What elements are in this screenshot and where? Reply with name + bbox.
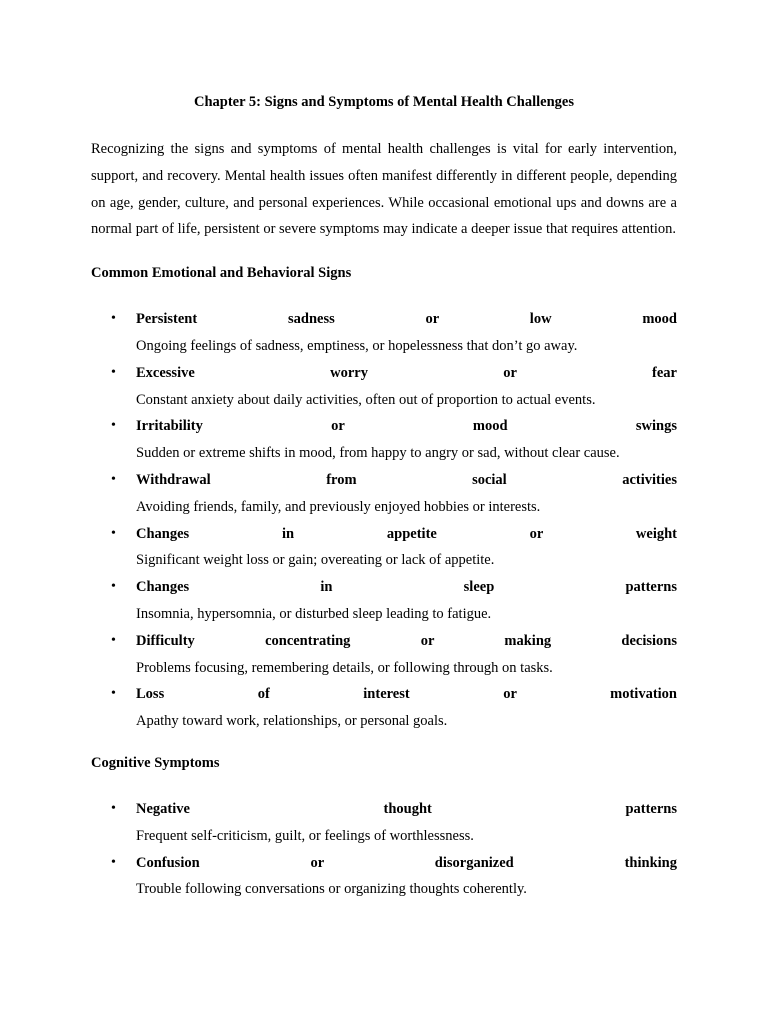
section — [91, 753, 677, 903]
item-description: Frequent self-criticism, guilt, or feelings of worthlessness. — [136, 827, 474, 844]
bullet-icon: • — [111, 364, 116, 380]
item-description: Avoiding friends, family, and previously enjoyed hobbies or interests. — [136, 498, 541, 515]
list-item — [91, 574, 677, 628]
bullet-icon: • — [111, 632, 116, 648]
section — [91, 263, 677, 753]
section-spacer — [91, 735, 677, 753]
bullet-list — [91, 306, 677, 735]
item-description: Ongoing feelings of sadness, emptiness, or hopelessness that don’t go away. — [136, 337, 578, 354]
bullet-icon: • — [111, 579, 116, 595]
section-heading: Cognitive Symptoms — [91, 754, 220, 771]
item-description: Constant anxiety about daily activities, often out of proportion to actual events. — [136, 391, 596, 408]
bullet-icon: • — [111, 471, 116, 487]
intro-paragraph: Recognizing the signs and symptoms of mental health challenges is vital for early intervention, support, and recovery. Mental health issues often manifest differently in different people, depending on age, gender, culture, and personal experiences. While occasional emotional ups and downs are a normal part of life, persistent or severe symptoms may indicate a deeper issue that requires attention. — [91, 141, 677, 238]
item-term: Persistent sadness or low mood — [136, 311, 677, 328]
item-term: Withdrawal from social activities — [136, 471, 677, 488]
bullet-icon: • — [111, 418, 116, 434]
item-description: Insomnia, hypersomnia, or disturbed sleep leading to fatigue. — [136, 605, 492, 622]
item-term: Excessive worry or fear — [136, 364, 677, 381]
bullet-icon: • — [111, 800, 116, 816]
item-term: Changes in sleep patterns — [136, 579, 677, 596]
list-item — [91, 628, 677, 682]
list-item — [91, 413, 677, 467]
bullet-icon: • — [111, 854, 116, 870]
item-description: Problems focusing, remembering details, or following through on tasks. — [136, 659, 553, 676]
list-item — [91, 850, 677, 904]
item-description: Significant weight loss or gain; overeating or lack of appetite. — [136, 552, 495, 569]
list-item — [91, 360, 677, 414]
list-item — [91, 467, 677, 521]
list-item — [91, 521, 677, 575]
item-term: Difficulty concentrating or making decisions — [136, 632, 677, 649]
chapter-title: Chapter 5: Signs and Symptoms of Mental Health Challenges — [194, 94, 574, 110]
item-term: Changes in appetite or weight — [136, 525, 677, 542]
item-term: Confusion or disorganized thinking — [136, 854, 677, 871]
item-description: Apathy toward work, relationships, or personal goals. — [136, 713, 448, 730]
item-description: Sudden or extreme shifts in mood, from happy to angry or sad, without clear cause. — [136, 445, 620, 462]
sections-container — [91, 263, 677, 903]
list-item — [91, 796, 677, 850]
section-heading: Common Emotional and Behavioral Signs — [91, 265, 352, 282]
item-term: Loss of interest or motivation — [136, 686, 677, 703]
item-term: Irritability or mood swings — [136, 418, 677, 435]
bullet-icon: • — [111, 525, 116, 541]
bullet-icon: • — [111, 311, 116, 327]
bullet-list — [91, 796, 677, 903]
list-item — [91, 681, 677, 735]
item-description: Trouble following conversations or organizing thoughts coherently. — [136, 881, 527, 898]
document-page — [91, 92, 677, 903]
list-item — [91, 306, 677, 360]
item-term: Negative thought patterns — [136, 800, 677, 817]
bullet-icon: • — [111, 686, 116, 702]
